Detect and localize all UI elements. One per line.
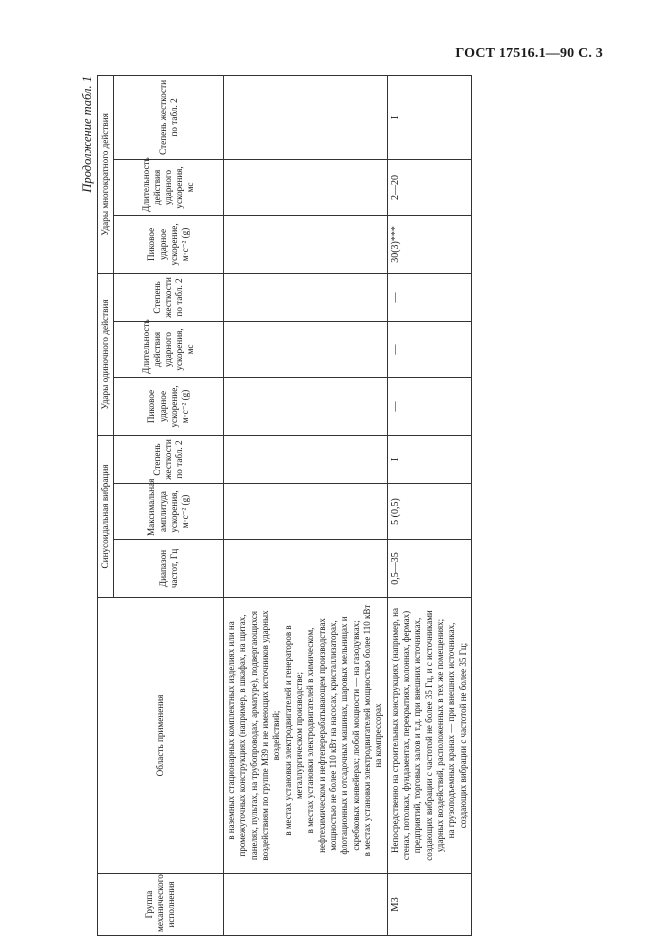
multi-peak-cell: 30(3)*** — [387, 215, 471, 273]
single-duration-cell: — — [387, 321, 471, 377]
group-cell: М3 — [387, 874, 471, 936]
single-peak-cell: — — [387, 377, 471, 435]
multi-duration-cell: 2—20 — [387, 159, 471, 215]
area-paragraph: в наземных стационарных комплектных изделиях или на промежуточных конструкциях (например, в шкафах, на щитах, панелях, пультах, на трубопроводах, арматуре), подвергающихся воздействиям по группе М39 и не имеющих источников ударных воздействий; — [226, 610, 282, 861]
mechanical-groups-table — [97, 75, 472, 936]
header-single-severity: Степень жесткости по табл. 2 — [114, 273, 224, 321]
header-group: Группа механического исполнения — [98, 874, 224, 936]
multi-severity-cell: I — [387, 75, 471, 159]
header-multiple-shocks: Удары многократного действия — [98, 75, 114, 273]
area-cell — [224, 598, 388, 874]
header-single-shocks: Удары одиночного действия — [98, 273, 114, 435]
table-row — [224, 75, 388, 935]
header-sin-severity: Степень жесткости по табл. 2 — [114, 435, 224, 483]
rotated-table-area — [80, 76, 660, 936]
table-row — [387, 75, 471, 935]
header-multi-peak-acceleration: Пиковое ударное ускорение, м·с⁻² (g) — [114, 215, 224, 273]
multi-severity-cell — [224, 75, 388, 159]
header-single-duration: Длительность действия ударного ускорения, мс — [114, 321, 224, 377]
multi-peak-cell — [224, 215, 388, 273]
header-multi-duration: Длительность действия ударного ускорения, мс — [114, 159, 224, 215]
multi-duration-cell — [224, 159, 388, 215]
sin-frequency-cell — [224, 540, 388, 598]
page-header: ГОСТ 17516.1—90 С. 3 — [455, 46, 603, 61]
rotated-table-content — [80, 76, 660, 936]
single-severity-cell: — — [387, 273, 471, 321]
area-paragraph: Непосредственно на строительных конструкциях (например, на стенах, потолках, фундаментах, перекрытиях, колоннах, фермах) предприятий, торговых залов и т.д. при внешних источниках, создающих вибрации с частотой не более 35 Гц, и с источниками ударных воздействий, расположенных в тех же помещениях; — [389, 608, 445, 861]
sin-frequency-cell: 0,5—35 — [387, 540, 471, 598]
area-cell — [387, 598, 471, 874]
area-paragraph: в местах установки электродвигателей мощностью более 110 кВт на компрессорах — [361, 604, 384, 857]
header-single-peak-acceleration: Пиковое ударное ускорение, м·с⁻² (g) — [114, 377, 224, 435]
single-peak-cell — [224, 377, 388, 435]
header-sin-frequency-range: Диапазон частот, Гц — [114, 540, 224, 598]
area-paragraph: в местах установки электродвигателей в химическом, нефтехимическом и нефтеперерабатывающем производствах мощностью не более 110 кВт на насосах, кристаллизаторах, флотационных и отсадочных машинах, шаровых мельницах и скребковых конвейерах; любой мощности — на газодувках; — [305, 616, 361, 855]
area-paragraph: в местах установки электродвигателей и генераторов в металлургическом производстве; — [282, 625, 304, 836]
header-sin-max-amplitude: Максимальная амплитуда ускорения, м·с⁻² (g) — [114, 484, 224, 540]
sin-amplitude-cell: 5 (0,5) — [387, 484, 471, 540]
area-paragraph: на грузоподъемных кранах — при внешних источниках, создающих вибрации с частотой не более 35 Гц; — [446, 622, 468, 839]
single-duration-cell — [224, 321, 388, 377]
header-sinusoidal-vibration: Синусоидальная вибрация — [98, 435, 114, 597]
group-cell — [224, 874, 388, 936]
sin-amplitude-cell — [224, 484, 388, 540]
header-multi-severity: Степень жесткости по табл. 2 — [114, 75, 224, 159]
table-caption: Продолжение табл. 1 — [80, 76, 94, 193]
single-severity-cell — [224, 273, 388, 321]
sin-severity-cell: I — [387, 435, 471, 483]
sin-severity-cell — [224, 435, 388, 483]
header-area: Область применения — [98, 598, 224, 874]
